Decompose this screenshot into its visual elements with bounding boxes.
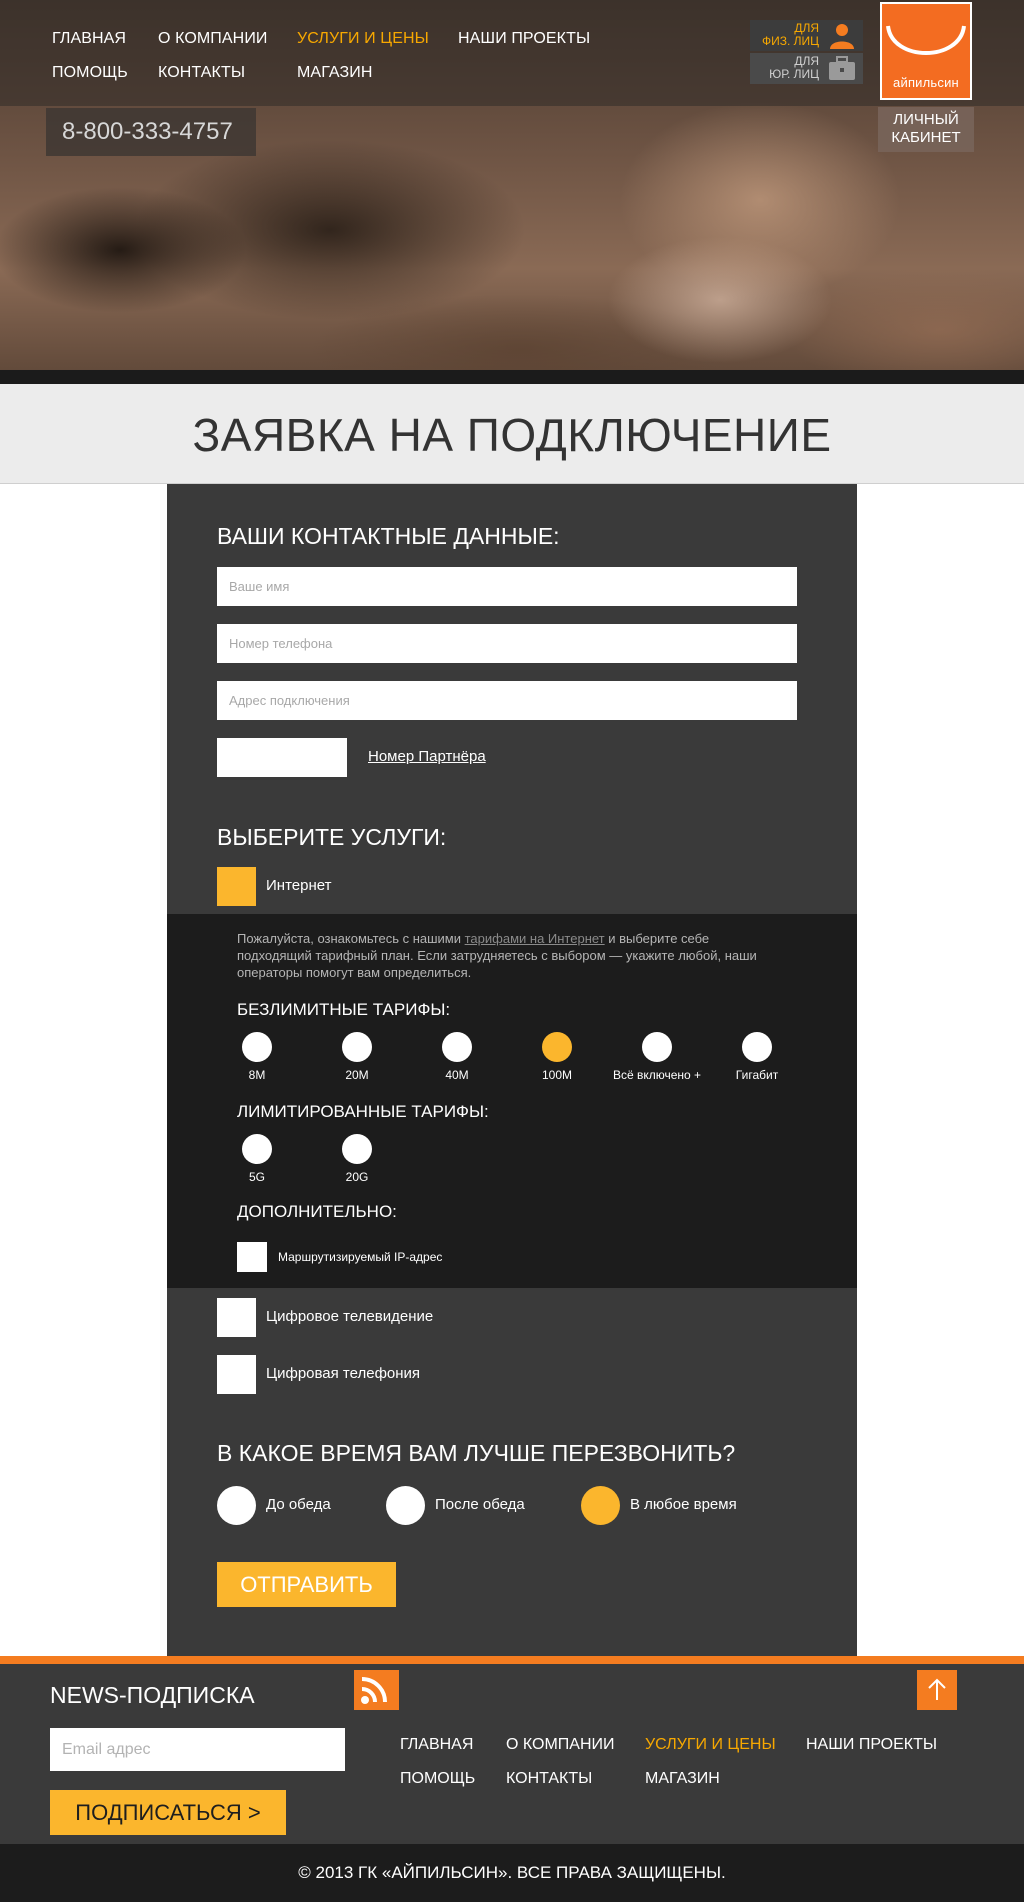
callback-after-noon-label: После обеда [435,1496,525,1513]
partner-number-field[interactable] [217,738,347,777]
unlimited-tariff-radio[interactable] [342,1032,372,1062]
tv-label: Цифровое телевидение [266,1308,434,1325]
newsletter-title: NEWS-ПОДПИСКА [50,1682,255,1708]
unlimited-tariff-label: 40M [445,1068,469,1082]
title-band [0,384,1024,484]
internet-description: Пожалуйста, ознакомьтесь с нашими тарифами на Интернет и выберите себе подходящий тарифный план. Если затрудняетесь с выбором — укажите любой, наши операторы помогут вам определиться. [237,931,757,980]
business-clients-button[interactable] [750,53,863,84]
nav-contacts[interactable]: КОНТАКТЫ [158,64,246,81]
personal-clients-button[interactable] [750,20,863,51]
footer-nav-home[interactable]: ГЛАВНАЯ [400,1736,474,1753]
partner-number-link[interactable]: Номер Партнёра [368,748,486,765]
top-navigation-bar [0,0,1024,106]
callback-after-noon-radio[interactable] [386,1486,425,1525]
hero-divider [0,370,1024,384]
logo[interactable] [880,2,972,100]
limited-tariff-radio[interactable] [342,1134,372,1164]
unlimited-tariff-label: Гигабит [735,1068,779,1082]
internet-checkbox[interactable] [217,867,256,906]
unlimited-tariff-label: 100M [541,1068,573,1082]
phone-number[interactable]: 8-800-333-4757 [46,108,256,156]
contacts-heading: ВАШИ КОНТАКТНЫЕ ДАННЫЕ: [217,523,560,549]
unlimited-tariff-radio[interactable] [542,1032,572,1062]
unlimited-tariff-radio[interactable] [642,1032,672,1062]
business-clients-label: ДЛЯ ЮР. ЛИЦ [769,54,819,81]
person-icon [827,22,857,49]
footer-nav-about[interactable]: О КОМПАНИИ [506,1736,615,1753]
tv-checkbox[interactable] [217,1298,256,1337]
unlimited-tariff-radio[interactable] [242,1032,272,1062]
nav-about[interactable]: О КОМПАНИИ [158,30,268,47]
callback-before-noon-radio[interactable] [217,1486,256,1525]
unlimited-tariff-label: 8M [248,1068,266,1082]
footer-nav-contacts[interactable]: КОНТАКТЫ [506,1770,593,1787]
unlimited-tariff-label: Всё включено + [612,1068,702,1082]
footer-nav-projects[interactable]: НАШИ ПРОЕКТЫ [806,1736,938,1753]
logo-text: айпильсин [893,75,959,90]
unlimited-tariff-radio[interactable] [442,1032,472,1062]
logo-arc-icon [882,14,970,74]
briefcase-icon [827,55,857,82]
telephony-label: Цифровая телефония [266,1365,421,1382]
limited-tariff-label: 5G [248,1170,265,1184]
arrow-up-icon[interactable] [917,1670,957,1710]
footer-nav-help[interactable]: ПОМОЩЬ [400,1770,476,1787]
callback-heading: В КАКОЕ ВРЕМЯ ВАМ ЛУЧШЕ ПЕРЕЗВОНИТЬ? [217,1440,736,1466]
routable-ip-label: Маршрутизируемый IP-адрес [278,1250,443,1264]
unlimited-tariff-radio[interactable] [742,1032,772,1062]
services-heading: ВЫБЕРИТЕ УСЛУГИ: [217,824,447,850]
personal-cabinet-button[interactable] [878,107,974,152]
footer-nav-shop[interactable]: МАГАЗИН [645,1770,720,1787]
unlimited-tariff-label: 20M [345,1068,369,1082]
callback-before-noon-label: До обеда [266,1496,331,1513]
callback-any-time-label: В любое время [630,1496,737,1513]
nav-shop[interactable]: МАГАЗИН [297,64,373,81]
rss-icon[interactable] [354,1670,399,1710]
newsletter-email-input[interactable] [50,1728,345,1771]
callback-any-time-radio[interactable] [581,1486,620,1525]
application-form [167,484,857,1656]
cabinet-line-1: ЛИЧНЫЙ [893,111,959,128]
internet-tariffs-link[interactable]: тарифами на Интернет [464,931,605,946]
personal-clients-label: ДЛЯ ФИЗ. ЛИЦ [761,21,819,48]
hero-banner [0,0,1024,384]
unlimited-tariffs-heading: БЕЗЛИМИТНЫЕ ТАРИФЫ: [237,1000,451,1019]
limited-tariffs-heading: ЛИМИТИРОВАННЫЕ ТАРИФЫ: [237,1102,489,1121]
internet-options-panel [167,914,857,1288]
nav-home[interactable]: ГЛАВНАЯ [52,30,127,47]
copyright-text: © 2013 ГК «АЙПИЛЬСИН». ВСЕ ПРАВА ЗАЩИЩЕНЫ. [298,1863,726,1882]
address-field[interactable] [217,681,797,720]
cabinet-line-2: КАБИНЕТ [891,129,961,146]
limited-tariff-label: 20G [345,1170,369,1184]
name-field[interactable] [217,567,797,606]
limited-tariff-radio[interactable] [242,1134,272,1164]
internet-label: Интернет [266,877,332,894]
nav-help[interactable]: ПОМОЩЬ [52,64,128,81]
nav-services[interactable]: УСЛУГИ И ЦЕНЫ [297,30,429,47]
footer-nav-services[interactable]: УСЛУГИ И ЦЕНЫ [645,1736,776,1753]
copyright-bar [0,1844,1024,1902]
footer [0,1656,1024,1844]
phone-field[interactable] [217,624,797,663]
submit-button[interactable]: ОТПРАВИТЬ [217,1562,396,1607]
telephony-checkbox[interactable] [217,1355,256,1394]
page-title: ЗАЯВКА НА ПОДКЛЮЧЕНИЕ [192,409,832,461]
routable-ip-checkbox[interactable] [237,1242,267,1272]
nav-projects[interactable]: НАШИ ПРОЕКТЫ [458,30,591,47]
subscribe-button[interactable]: ПОДПИСАТЬСЯ > [50,1790,286,1835]
extra-options-heading: ДОПОЛНИТЕЛЬНО: [237,1202,397,1221]
